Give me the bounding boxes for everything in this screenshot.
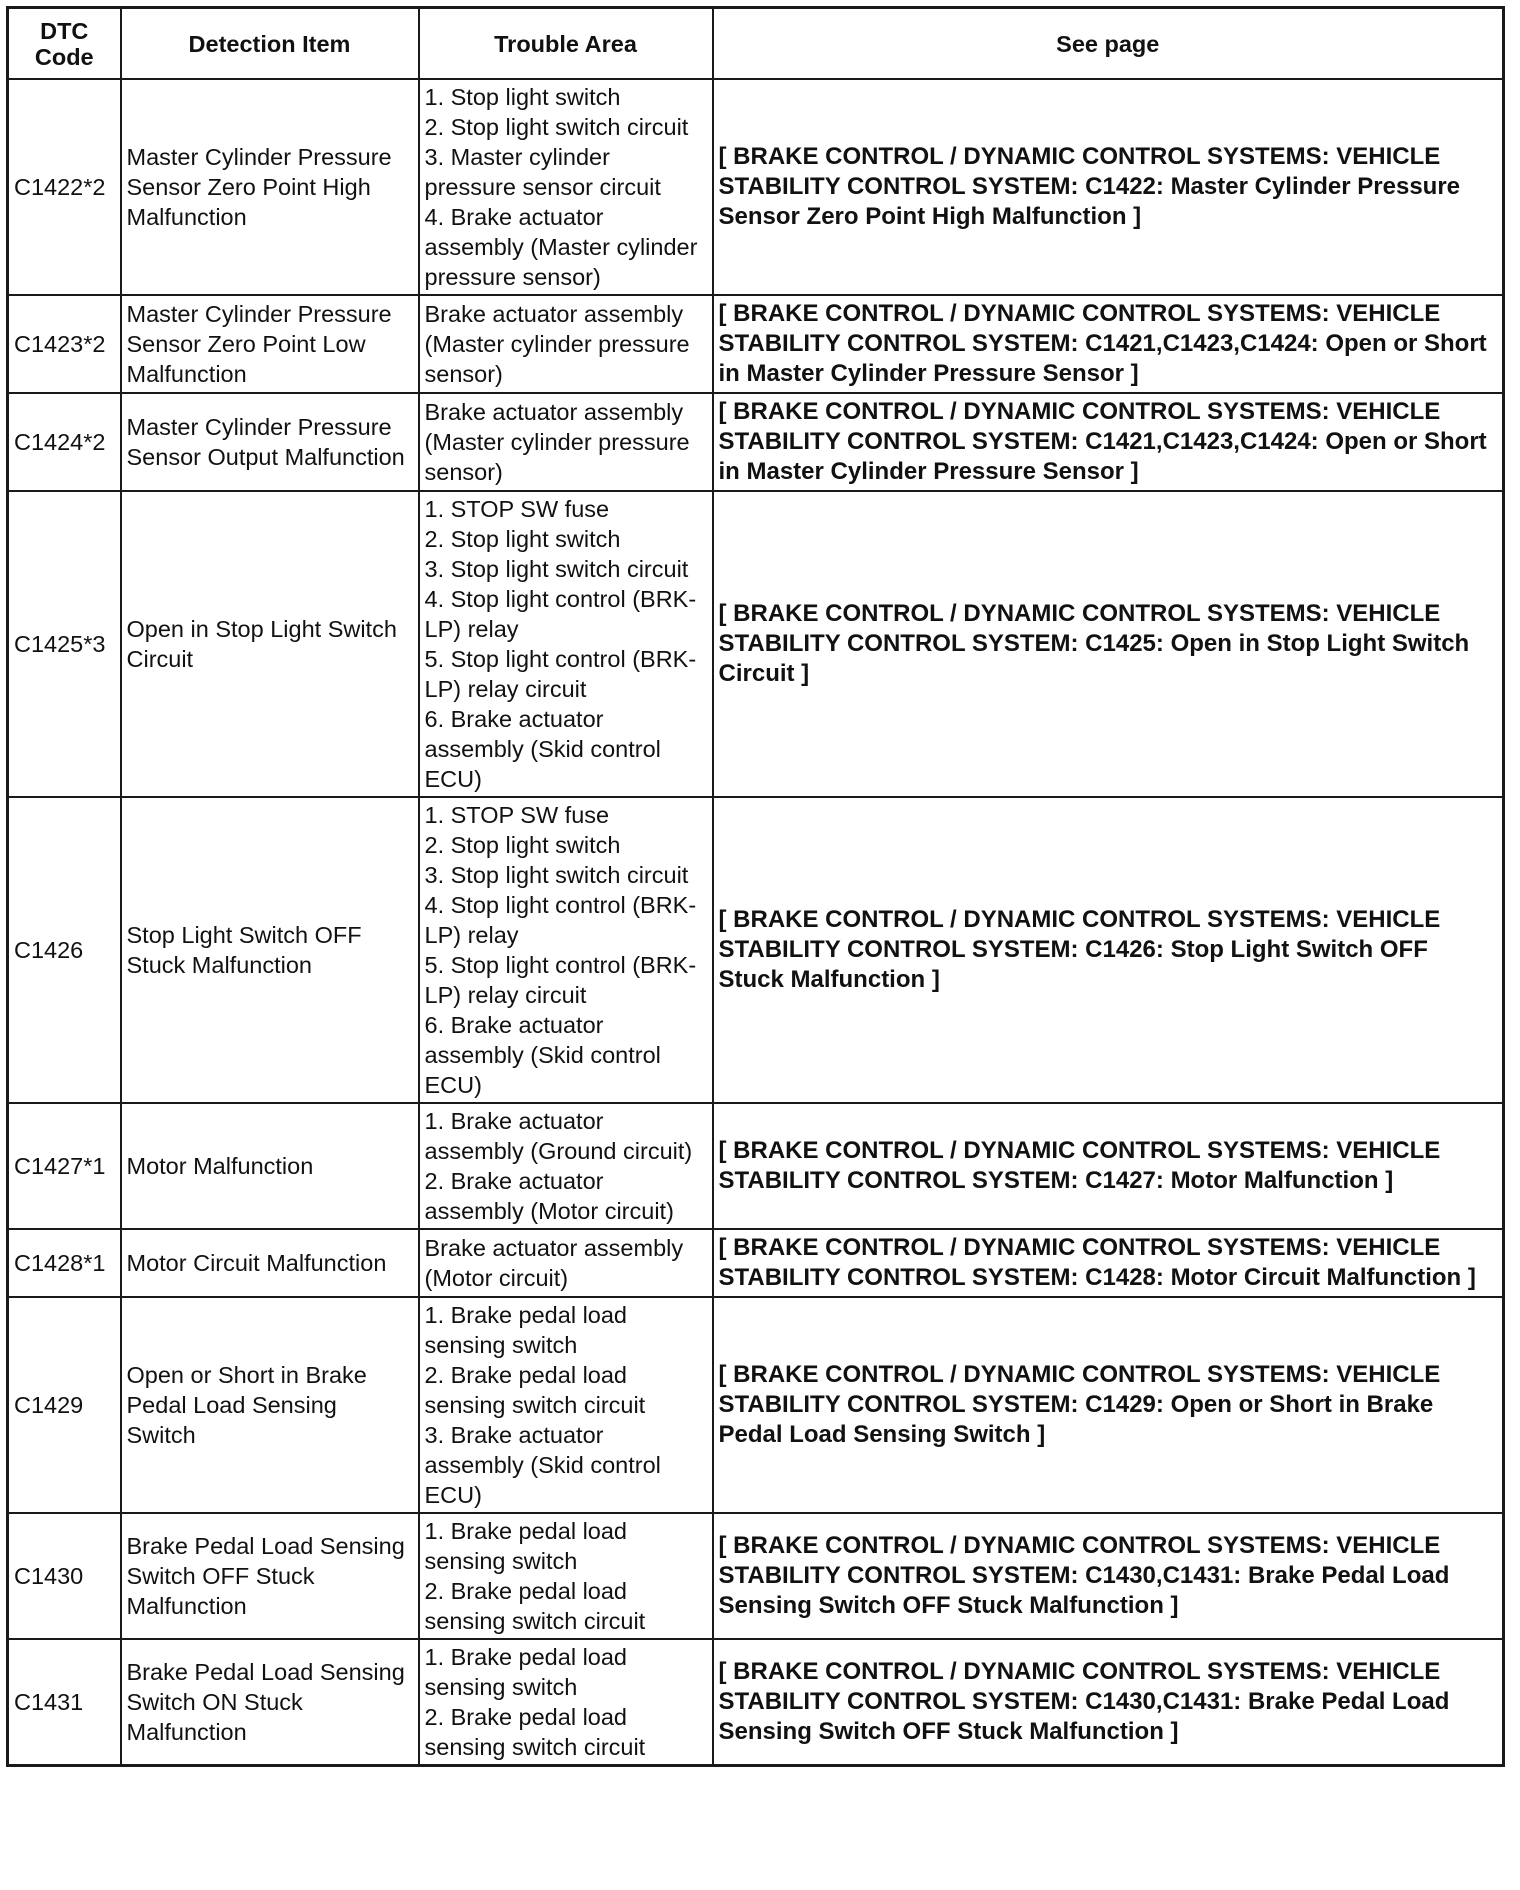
table-row-c1423-2 xyxy=(8,295,1504,393)
table-row-c1426 xyxy=(8,797,1504,1103)
detection-item-cell: Brake Pedal Load Sensing Switch ON Stuck Malfunction xyxy=(121,1639,419,1766)
trouble-area-item: 1. Brake actuator assembly (Ground circuit) xyxy=(424,1108,693,1164)
trouble-area-item: Brake actuator assembly (Motor circuit) xyxy=(424,1235,684,1291)
see-page-cell: [ BRAKE CONTROL / DYNAMIC CONTROL SYSTEMS: VEHICLE STABILITY CONTROL SYSTEM: C1429: Open or Short in Brake Pedal Load Sensing Switch ] xyxy=(713,1297,1504,1513)
trouble-area-item: Brake actuator assembly (Master cylinder pressure sensor) xyxy=(424,399,690,485)
dtc-code-cell: C1428*1 xyxy=(8,1229,121,1297)
trouble-area-cell xyxy=(419,797,713,1103)
dtc-table xyxy=(6,6,1505,1767)
trouble-area-item: 2. Brake pedal load sensing switch circuit xyxy=(424,1362,646,1418)
header-detection-item: Detection Item xyxy=(121,8,419,80)
see-page-cell: [ BRAKE CONTROL / DYNAMIC CONTROL SYSTEMS: VEHICLE STABILITY CONTROL SYSTEM: C1428: Motor Circuit Malfunction ] xyxy=(713,1229,1504,1297)
table-row-c1425-3 xyxy=(8,491,1504,797)
trouble-area-item: 1. STOP SW fuse xyxy=(424,802,610,828)
dtc-code-cell: C1427*1 xyxy=(8,1103,121,1229)
trouble-area-item: 3. Stop light switch circuit xyxy=(424,862,689,888)
dtc-code-cell: C1426 xyxy=(8,797,121,1103)
trouble-area-item: 6. Brake actuator assembly (Skid control ECU) xyxy=(424,1012,661,1098)
dtc-code-cell: C1431 xyxy=(8,1639,121,1766)
see-page-cell: [ BRAKE CONTROL / DYNAMIC CONTROL SYSTEMS: VEHICLE STABILITY CONTROL SYSTEM: C1421,C1423,C1424: Open or Short in Master Cylinder Pressure Sensor ] xyxy=(713,393,1504,491)
trouble-area-cell xyxy=(419,393,713,491)
table-row-c1427-1 xyxy=(8,1103,1504,1229)
trouble-area-cell xyxy=(419,1639,713,1766)
trouble-area-item: 4. Stop light control (BRK-LP) relay xyxy=(424,586,697,642)
table-row-c1424-2 xyxy=(8,393,1504,491)
table-header-row xyxy=(8,8,1504,80)
header-dtc-code-line-1: DTC xyxy=(40,17,89,44)
trouble-area-cell xyxy=(419,1297,713,1513)
detection-item-cell: Master Cylinder Pressure Sensor Output Malfunction xyxy=(121,393,419,491)
detection-item-cell: Stop Light Switch OFF Stuck Malfunction xyxy=(121,797,419,1103)
trouble-area-item: 3. Master cylinder pressure sensor circuit xyxy=(424,144,661,200)
table-row-c1429 xyxy=(8,1297,1504,1513)
trouble-area-item: 3. Stop light switch circuit xyxy=(424,556,689,582)
trouble-area-item: 1. Stop light switch xyxy=(424,84,621,110)
table-row-c1431 xyxy=(8,1639,1504,1766)
dtc-code-cell: C1423*2 xyxy=(8,295,121,393)
see-page-cell: [ BRAKE CONTROL / DYNAMIC CONTROL SYSTEMS: VEHICLE STABILITY CONTROL SYSTEM: C1425: Open in Stop Light Switch Circuit ] xyxy=(713,491,1504,797)
trouble-area-item: 1. Brake pedal load sensing switch xyxy=(424,1644,628,1700)
trouble-area-item: Brake actuator assembly (Master cylinder pressure sensor) xyxy=(424,301,690,387)
trouble-area-item: 6. Brake actuator assembly (Skid control ECU) xyxy=(424,706,661,792)
trouble-area-cell xyxy=(419,79,713,295)
dtc-code-cell: C1422*2 xyxy=(8,79,121,295)
dtc-code-cell: C1425*3 xyxy=(8,491,121,797)
trouble-area-item: 2. Stop light switch xyxy=(424,526,621,552)
dtc-code-cell: C1424*2 xyxy=(8,393,121,491)
trouble-area-item: 5. Stop light control (BRK-LP) relay circuit xyxy=(424,952,697,1008)
detection-item-cell: Open in Stop Light Switch Circuit xyxy=(121,491,419,797)
trouble-area-item: 1. Brake pedal load sensing switch xyxy=(424,1302,628,1358)
header-dtc-code-line-2: Code xyxy=(34,43,94,70)
header-trouble-area: Trouble Area xyxy=(419,8,713,80)
trouble-area-cell xyxy=(419,295,713,393)
trouble-area-item: 3. Brake actuator assembly (Skid control ECU) xyxy=(424,1422,661,1508)
header-see-page: See page xyxy=(713,8,1504,80)
see-page-cell: [ BRAKE CONTROL / DYNAMIC CONTROL SYSTEMS: VEHICLE STABILITY CONTROL SYSTEM: C1422: Master Cylinder Pressure Sensor Zero Point High Malfunction ] xyxy=(713,79,1504,295)
dtc-table-container xyxy=(6,6,1502,1767)
detection-item-cell: Master Cylinder Pressure Sensor Zero Point High Malfunction xyxy=(121,79,419,295)
detection-item-cell: Motor Circuit Malfunction xyxy=(121,1229,419,1297)
dtc-code-cell: C1430 xyxy=(8,1513,121,1639)
trouble-area-item: 4. Stop light control (BRK-LP) relay xyxy=(424,892,697,948)
trouble-area-item: 2. Brake actuator assembly (Motor circuit) xyxy=(424,1168,674,1224)
trouble-area-cell xyxy=(419,1513,713,1639)
detection-item-cell: Master Cylinder Pressure Sensor Zero Point Low Malfunction xyxy=(121,295,419,393)
trouble-area-cell xyxy=(419,1103,713,1229)
table-row-c1428-1 xyxy=(8,1229,1504,1297)
header-dtc-code xyxy=(8,8,121,80)
see-page-cell: [ BRAKE CONTROL / DYNAMIC CONTROL SYSTEMS: VEHICLE STABILITY CONTROL SYSTEM: C1430,C1431: Brake Pedal Load Sensing Switch OFF Stuck Malfunction ] xyxy=(713,1639,1504,1766)
trouble-area-item: 2. Stop light switch circuit xyxy=(424,114,689,140)
detection-item-cell: Brake Pedal Load Sensing Switch OFF Stuck Malfunction xyxy=(121,1513,419,1639)
trouble-area-item: 1. Brake pedal load sensing switch xyxy=(424,1518,628,1574)
table-row-c1430 xyxy=(8,1513,1504,1639)
see-page-cell: [ BRAKE CONTROL / DYNAMIC CONTROL SYSTEMS: VEHICLE STABILITY CONTROL SYSTEM: C1430,C1431: Brake Pedal Load Sensing Switch OFF Stuck Malfunction ] xyxy=(713,1513,1504,1639)
table-body xyxy=(8,79,1504,1766)
detection-item-cell: Open or Short in Brake Pedal Load Sensing Switch xyxy=(121,1297,419,1513)
trouble-area-item: 2. Stop light switch xyxy=(424,832,621,858)
trouble-area-item: 1. STOP SW fuse xyxy=(424,496,610,522)
trouble-area-item: 2. Brake pedal load sensing switch circuit xyxy=(424,1578,646,1634)
trouble-area-item: 2. Brake pedal load sensing switch circuit xyxy=(424,1704,646,1760)
table-row-c1422-2 xyxy=(8,79,1504,295)
see-page-cell: [ BRAKE CONTROL / DYNAMIC CONTROL SYSTEMS: VEHICLE STABILITY CONTROL SYSTEM: C1427: Motor Malfunction ] xyxy=(713,1103,1504,1229)
trouble-area-item: 5. Stop light control (BRK-LP) relay circuit xyxy=(424,646,697,702)
see-page-cell: [ BRAKE CONTROL / DYNAMIC CONTROL SYSTEMS: VEHICLE STABILITY CONTROL SYSTEM: C1421,C1423,C1424: Open or Short in Master Cylinder Pressure Sensor ] xyxy=(713,295,1504,393)
dtc-code-cell: C1429 xyxy=(8,1297,121,1513)
trouble-area-cell xyxy=(419,491,713,797)
trouble-area-item: 4. Brake actuator assembly (Master cylinder pressure sensor) xyxy=(424,204,698,290)
detection-item-cell: Motor Malfunction xyxy=(121,1103,419,1229)
see-page-cell: [ BRAKE CONTROL / DYNAMIC CONTROL SYSTEMS: VEHICLE STABILITY CONTROL SYSTEM: C1426: Stop Light Switch OFF Stuck Malfunction ] xyxy=(713,797,1504,1103)
trouble-area-cell xyxy=(419,1229,713,1297)
